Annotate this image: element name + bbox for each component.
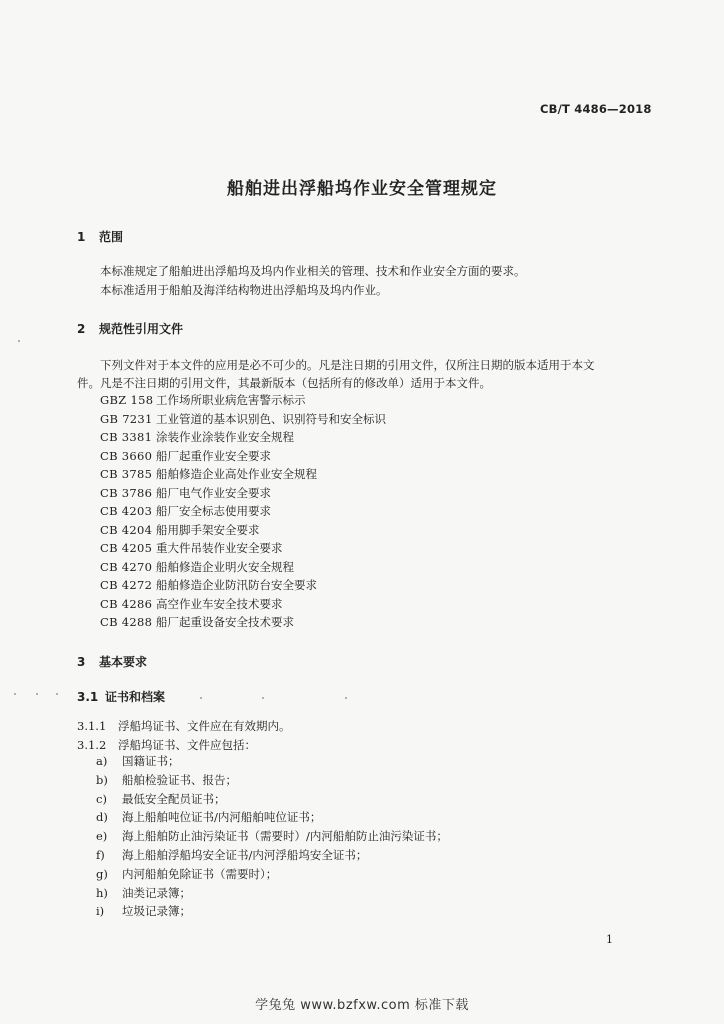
section-1-heading [77, 228, 123, 245]
reference-code: CB 4288 [100, 615, 153, 629]
list-item [96, 827, 448, 846]
reference-code: CB 4204 [100, 522, 153, 537]
reference-title: 船厂电气作业安全要求 [156, 485, 271, 500]
scan-speck [14, 693, 16, 695]
section-number: 1 [77, 230, 86, 244]
list-text: 垃圾记录簿； [122, 904, 191, 919]
list-letter: a) [96, 754, 108, 768]
section-title: 范围 [99, 230, 124, 244]
reference-item [100, 502, 386, 521]
reference-code: CB 4203 [100, 504, 153, 518]
section-2-heading [77, 320, 183, 337]
list-letter: e) [96, 829, 108, 844]
reference-title: 重大件吊装作业安全要求 [156, 541, 283, 555]
reference-code: CB 4286 [100, 596, 153, 611]
subsection-title: 证书和档案 [105, 690, 166, 704]
list-text: 海上船舶吨位证书/内河船舶吨位证书； [122, 810, 322, 825]
section-3-heading [77, 653, 147, 670]
reference-code: CB 4205 [100, 541, 153, 555]
scan-speck [36, 693, 38, 695]
list-item [96, 902, 448, 921]
reference-item [100, 410, 386, 429]
clause-number: 3.1.2 [77, 738, 107, 752]
section-1-paragraph-2: 本标准适用于船舶及海洋结构物进出浮船坞及坞内作业。 [100, 283, 388, 297]
list-text: 海上船舶防止油污染证书（需要时）/内河船舶防止油污染证书； [122, 829, 448, 844]
list-item [96, 884, 448, 903]
reference-title: 涂装作业涂装作业安全规程 [156, 430, 294, 444]
subsection-number: 3.1 [77, 690, 99, 704]
reference-code: CB 4270 [100, 559, 153, 574]
scan-speck [56, 693, 58, 695]
section-title: 基本要求 [99, 655, 148, 669]
reference-code: CB 3786 [100, 485, 153, 500]
standard-code: CB/T 4486—2018 [540, 102, 652, 116]
list-item [96, 808, 448, 827]
reference-item [100, 447, 386, 466]
reference-code: CB 3785 [100, 467, 153, 481]
reference-title: 船厂起重作业安全要求 [156, 448, 271, 463]
list-letter: h) [96, 885, 108, 900]
list-item [96, 752, 448, 771]
reference-item [100, 576, 386, 595]
reference-title: 船厂安全标志使用要求 [156, 504, 271, 518]
reference-item [100, 595, 386, 614]
list-text: 内河船舶免除证书（需要时）； [122, 866, 278, 881]
section-number: 2 [77, 322, 86, 336]
scan-speck [18, 340, 20, 342]
list-letter: b) [96, 772, 108, 787]
reference-code: CB 4272 [100, 578, 153, 592]
footer-watermark[interactable]: 学兔兔 www.bzfxw.com 标准下载 [255, 998, 469, 1013]
clause-3-1-1 [77, 718, 291, 734]
reference-code: CB 3660 [100, 448, 153, 463]
list-letter: i) [96, 904, 105, 919]
list-text: 最低安全配员证书； [122, 791, 226, 806]
clause-3-1-2 [77, 737, 256, 753]
section-number: 3 [77, 655, 86, 669]
certificate-list [96, 752, 448, 921]
clause-text: 浮船坞证书、文件应在有效期内。 [118, 719, 291, 733]
reference-item [100, 558, 386, 577]
list-text: 油类记录簿； [122, 885, 191, 900]
reference-title: 船用脚手架安全要求 [156, 522, 260, 537]
scan-speck [345, 697, 347, 699]
list-letter: g) [96, 866, 108, 881]
list-item [96, 790, 448, 809]
reference-list [100, 391, 386, 632]
clause-number: 3.1.1 [77, 719, 107, 733]
reference-title: 船舶修造企业防汛防台安全要求 [156, 578, 317, 592]
reference-title: 船舶修造企业明火安全规程 [156, 559, 294, 574]
list-letter: f) [96, 847, 105, 862]
list-text: 海上船舶浮船坞安全证书/内河浮船坞安全证书； [122, 847, 368, 862]
reference-item [100, 521, 386, 540]
reference-title: 高空作业车安全技术要求 [156, 596, 283, 611]
list-item [96, 771, 448, 790]
reference-code: CB 3381 [100, 430, 153, 444]
reference-title: 船厂起重设备安全技术要求 [156, 615, 294, 629]
reference-title: 工业管道的基本识别色、识别符号和安全标识 [156, 411, 386, 426]
reference-code: GB 7231 [100, 411, 153, 426]
reference-item [100, 391, 386, 410]
reference-item [100, 613, 386, 632]
page-number: 1 [606, 933, 613, 946]
section-2-intro-line-1: 下列文件对于本文件的应用是必不可少的。凡是注日期的引用文件，仅所注日期的版本适用于本文 [100, 358, 595, 372]
document-title: 船舶进出浮船坞作业安全管理规定 [227, 179, 497, 199]
reference-title: 工作场所职业病危害警示标示 [156, 393, 306, 407]
reference-code: GBZ 158 [100, 393, 154, 407]
list-item [96, 865, 448, 884]
list-item [96, 846, 448, 865]
section-1-paragraph-1: 本标准规定了船舶进出浮船坞及坞内作业相关的管理、技术和作业安全方面的要求。 [100, 264, 526, 278]
reference-title: 船舶修造企业高处作业安全规程 [156, 467, 317, 481]
list-letter: d) [96, 810, 108, 825]
reference-item [100, 484, 386, 503]
subsection-3-1-heading [77, 688, 165, 705]
scan-speck [262, 697, 264, 699]
scan-speck [200, 697, 202, 699]
reference-item [100, 428, 386, 447]
reference-item [100, 465, 386, 484]
list-letter: c) [96, 791, 107, 806]
reference-item [100, 539, 386, 558]
section-2-intro-line-2: 件。凡是不注日期的引用文件，其最新版本（包括所有的修改单）适用于本文件。 [77, 376, 491, 390]
clause-text: 浮船坞证书、文件应包括： [118, 738, 256, 752]
section-title: 规范性引用文件 [99, 322, 184, 336]
list-text: 船舶检验证书、报告； [122, 772, 237, 787]
list-text: 国籍证书； [122, 754, 180, 768]
